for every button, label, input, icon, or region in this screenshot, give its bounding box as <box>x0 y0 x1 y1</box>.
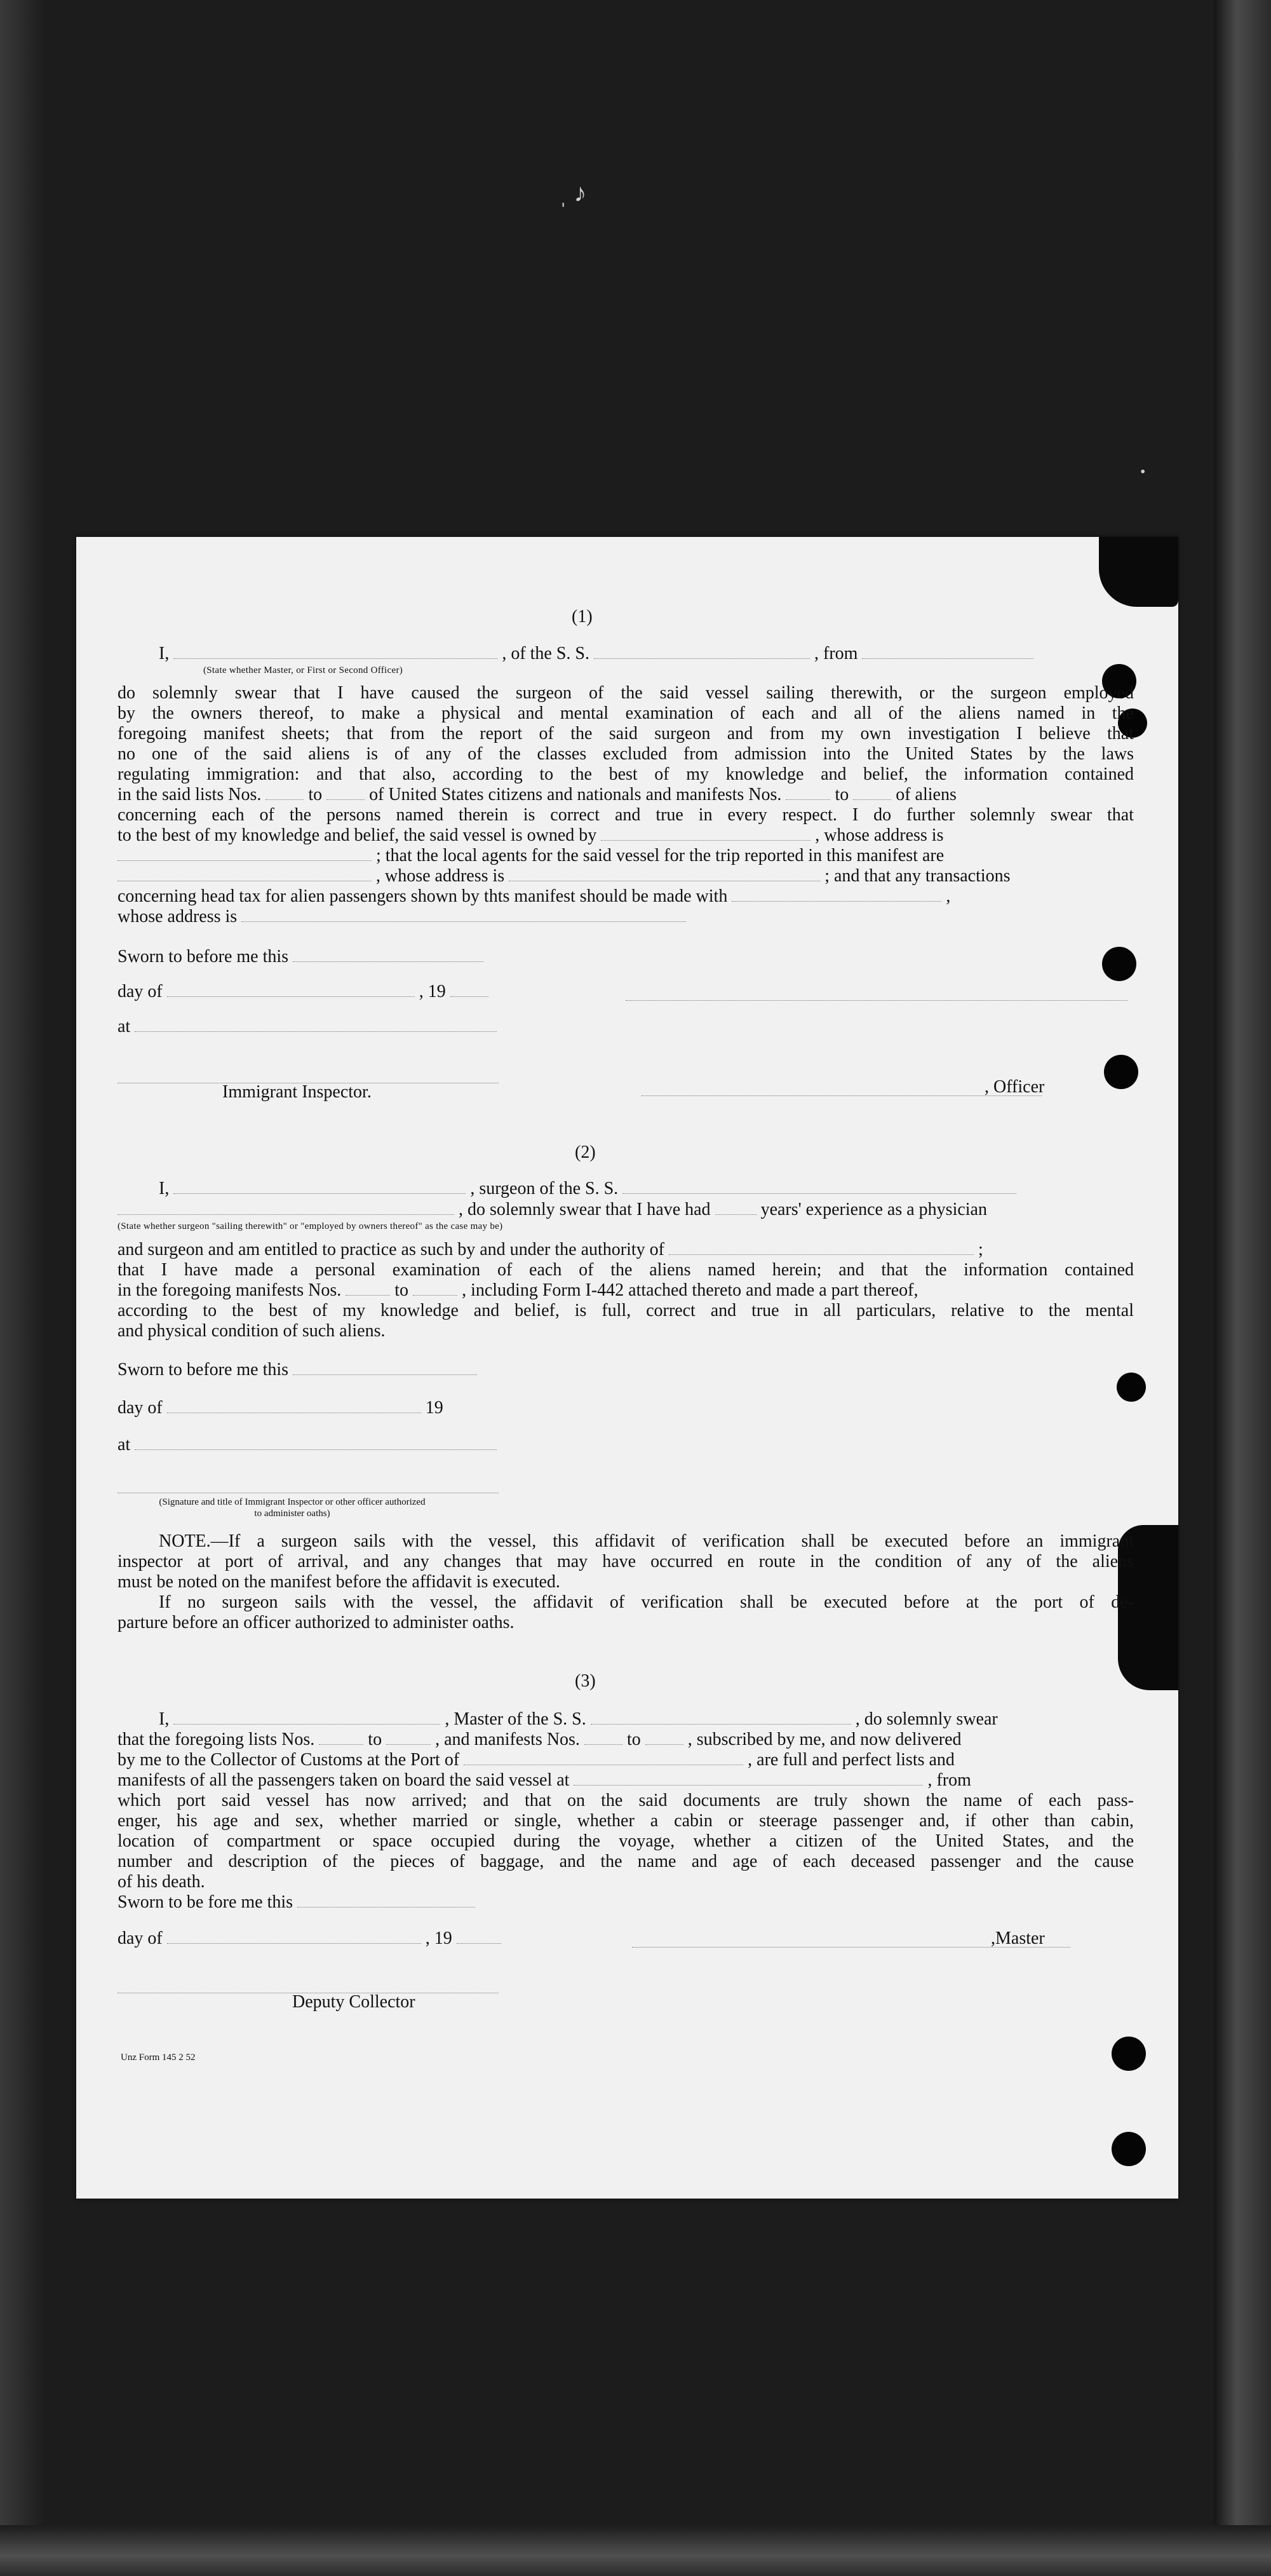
text: at <box>118 1017 131 1036</box>
manifest-no-from-field <box>584 1730 622 1745</box>
text: , are full and perfect lists and <box>748 1750 955 1770</box>
text: ; that the local agents for the said vessel for the trip reported in this manifest are <box>376 846 945 865</box>
vessel-name-field <box>591 1710 851 1725</box>
section-number: (3) <box>575 1671 596 1691</box>
text-line: do solemnly swear that I have caused the surgeon of the said vessel sailing therewith, or the surgeon employed <box>118 683 1134 703</box>
year-field <box>457 1929 501 1944</box>
note-line: NOTE.—If a surgeon sails with the vessel, this affidavit of verification shall be executed before an immigrant <box>159 1531 1134 1551</box>
text: , and manifests Nos. <box>435 1730 580 1749</box>
text: of aliens <box>896 785 957 804</box>
text: to <box>626 1730 641 1749</box>
text-line: according to the best of my knowledge and belief, is full, correct and true in all particulars, relative to the mental <box>118 1301 1134 1320</box>
date-row <box>118 1929 501 1949</box>
text: , whose address is <box>815 825 944 845</box>
text: ; <box>978 1240 983 1259</box>
surgeon-row <box>159 1179 1016 1199</box>
manifest-no-from-field <box>346 1281 390 1296</box>
collector-row <box>118 1750 955 1770</box>
text: Sworn to be fore me this <box>118 1892 293 1912</box>
text: , <box>946 886 951 906</box>
text: , Master of the S. S. <box>445 1709 586 1729</box>
text-line: foregoing manifest sheets; that from the report of the said surgeon and from my own investigation I believe that <box>118 724 1134 743</box>
head-tax-row <box>118 886 950 907</box>
master-row <box>159 1709 998 1730</box>
field-caption: (State whether Master, or First or Second Officer) <box>203 665 403 675</box>
text: to <box>394 1280 409 1300</box>
text-line: by the owners thereof, to make a physical and mental examination of each and all of the aliens named in the <box>118 703 1134 723</box>
owner-field <box>601 826 810 841</box>
month-field <box>167 1929 421 1944</box>
punch-hole <box>1117 1373 1146 1402</box>
sworn-day-field <box>297 1893 475 1908</box>
text: to the best of my knowledge and belief, the said vessel is owned by <box>118 825 597 845</box>
head-tax-address-row <box>118 907 686 927</box>
note-line: parture before an officer authorized to administer oaths. <box>118 1613 514 1632</box>
scan-border-left <box>0 0 44 2576</box>
authority-field <box>669 1240 974 1255</box>
month-field <box>167 1399 421 1413</box>
inspector-label: Immigrant Inspector. <box>222 1082 372 1102</box>
text: I, <box>159 1179 170 1198</box>
text-line: of his death. <box>118 1872 205 1892</box>
head-tax-party-field <box>732 887 941 902</box>
text: to <box>368 1730 382 1749</box>
scan-border-bottom <box>0 2525 1271 2576</box>
text: to <box>308 785 323 804</box>
text-line: which port said vessel has now arrived; and that on the said documents are truly shown the name of each pass- <box>118 1791 1134 1810</box>
agents-address-field <box>509 867 820 881</box>
text: at <box>118 1435 131 1454</box>
place-field <box>135 1017 497 1032</box>
scan-speck: ˌ ♪ <box>559 179 587 207</box>
text: , whose address is <box>376 866 505 886</box>
sworn-day-field <box>293 1360 477 1375</box>
text: , 19 <box>419 982 446 1001</box>
text-line: location of compartment or space occupied during the voyage, whether a citizen of the United States, and the <box>118 1831 1134 1851</box>
place-field <box>135 1435 497 1450</box>
text-line: no one of the said aliens is of any of the classes excluded from admission into the United States by the laws <box>118 744 1134 764</box>
owner-row <box>118 825 943 846</box>
text: , 19 <box>425 1929 452 1948</box>
field-caption: (State whether surgeon "sailing therewith" or "employed by owners thereof" as the case may be) <box>118 1221 503 1231</box>
text: by me to the Collector of Customs at the Port of <box>118 1750 460 1770</box>
officer-name-field <box>173 644 497 659</box>
list-no-to-field <box>326 785 365 800</box>
text: day of <box>118 1929 163 1948</box>
section-number: (2) <box>575 1142 596 1162</box>
text: of United States citizens and nationals and manifests Nos. <box>369 785 782 804</box>
text: ; and that any transactions <box>824 866 1011 886</box>
text-line: regulating immigration: and that also, according to the best of my knowledge and belief, the information contained <box>118 764 1134 784</box>
signature-caption: (Signature and title of Immigrant Inspector or other officer authorized to administer oaths) <box>159 1497 426 1519</box>
manifest-affidavit-page <box>76 537 1178 2199</box>
manifest-no-from-field <box>786 785 830 800</box>
years-field <box>715 1200 757 1215</box>
signature-line <box>118 1492 499 1493</box>
text: , of the S. S. <box>502 644 590 663</box>
list-numbers-row <box>118 785 957 805</box>
manifest-no-to-field <box>413 1281 457 1296</box>
text-line: that I have made a personal examination of each of the aliens named herein; and that the information contained <box>118 1260 1134 1280</box>
text-line: number and description of the pieces of baggage, and the name and age of each deceased passenger and the cause <box>118 1852 1134 1871</box>
list-no-from-field <box>319 1730 363 1745</box>
text: in the said lists Nos. <box>118 785 262 804</box>
deputy-label: Deputy Collector <box>292 1992 415 2012</box>
text: , do solemnly swear that I have had <box>459 1200 711 1219</box>
scan-border-right <box>1214 0 1271 2576</box>
officer-title-line <box>642 1095 1042 1096</box>
vessel-name-field <box>594 644 810 659</box>
text: concerning head tax for alien passengers shown by thts manifest should be made with <box>118 886 728 906</box>
text: to <box>835 785 849 804</box>
list-no-to-field <box>386 1730 431 1745</box>
text: I, <box>159 1709 170 1729</box>
text-line: and physical condition of such aliens. <box>118 1321 386 1341</box>
surgeon-status-field <box>118 1200 454 1215</box>
text: whose address is <box>118 907 238 926</box>
month-field <box>167 982 415 997</box>
text: manifests of all the passengers taken on board the said vessel at <box>118 1770 570 1790</box>
text: , do solemnly swear <box>855 1709 998 1729</box>
sworn-row <box>118 1360 477 1380</box>
manifest-no-to-field <box>853 785 891 800</box>
head-tax-address-field <box>241 907 686 922</box>
text: in the foregoing manifests Nos. <box>118 1280 342 1300</box>
manifest-nos-row <box>118 1280 918 1301</box>
text: , surgeon of the S. S. <box>470 1179 619 1198</box>
form-code: Unz Form 145 2 52 <box>121 2052 196 2063</box>
text: and surgeon and am entitled to practice as such by and under the authority of <box>118 1240 664 1259</box>
year-field <box>450 982 488 997</box>
note-line: must be noted on the manifest before the affidavit is executed. <box>118 1572 560 1592</box>
master-label: ,Master <box>991 1929 1045 1948</box>
punch-hole <box>1104 1055 1138 1089</box>
text: years' experience as a physician <box>760 1200 987 1219</box>
agents-row <box>118 846 944 866</box>
note-line: If no surgeon sails with the vessel, the affidavit of verification shall be executed before at the port of de- <box>159 1592 1134 1612</box>
port-field <box>464 1751 743 1765</box>
text-line: concerning each of the persons named therein is correct and true in every respect. I do further solemnly swear that <box>118 805 1134 825</box>
surgeon-name-field <box>173 1179 466 1194</box>
text: Sworn to before me this <box>118 1360 289 1380</box>
agents-address-row <box>118 866 1011 886</box>
date-row <box>118 1398 443 1418</box>
at-row <box>118 1017 497 1037</box>
text: , from <box>927 1770 971 1790</box>
text: , from <box>814 644 858 663</box>
note-line: inspector at port of arrival, and any changes that may have occurred en route in the condition of any of the aliens <box>118 1552 1134 1571</box>
vessel-name-field <box>622 1179 1016 1194</box>
officer-label: , Officer <box>985 1077 1045 1097</box>
sworn-row <box>118 1892 475 1913</box>
master-name-field <box>173 1710 440 1725</box>
departure-row <box>118 1770 971 1791</box>
manifest-no-to-field <box>645 1730 683 1745</box>
lists-row <box>118 1730 962 1750</box>
sworn-row <box>118 947 483 967</box>
text: day of <box>118 982 163 1001</box>
text: I, <box>159 644 170 663</box>
text: , including Form I-442 attached thereto and made a part thereof, <box>462 1280 918 1300</box>
text: Sworn to before me this <box>118 947 289 966</box>
list-no-from-field <box>266 785 304 800</box>
experience-row <box>118 1200 987 1220</box>
punch-hole <box>1112 2037 1146 2071</box>
scan-speck: • <box>1140 464 1146 480</box>
master-declaration-row <box>159 644 1033 664</box>
officer-signature-line <box>626 1000 1127 1001</box>
text: that the foregoing lists Nos. <box>118 1730 315 1749</box>
text: 19 <box>425 1398 443 1418</box>
text: , subscribed by me, and now delivered <box>687 1730 962 1749</box>
port-from-field <box>862 644 1033 659</box>
departure-port-field <box>574 1771 923 1786</box>
text-line: enger, his age and sex, whether married or single, whether a cabin or steerage passenger and, if other than cabin, <box>118 1811 1134 1831</box>
owner-address-field <box>118 846 372 861</box>
local-agents-field <box>118 867 372 881</box>
authority-row <box>118 1240 983 1260</box>
sworn-day-field <box>293 947 483 962</box>
torn-corner <box>1099 537 1178 607</box>
text: day of <box>118 1398 163 1418</box>
section-number: (1) <box>572 607 593 627</box>
punch-hole <box>1102 947 1136 981</box>
date-row <box>118 982 488 1002</box>
at-row <box>118 1435 497 1455</box>
punch-hole <box>1112 2132 1146 2166</box>
